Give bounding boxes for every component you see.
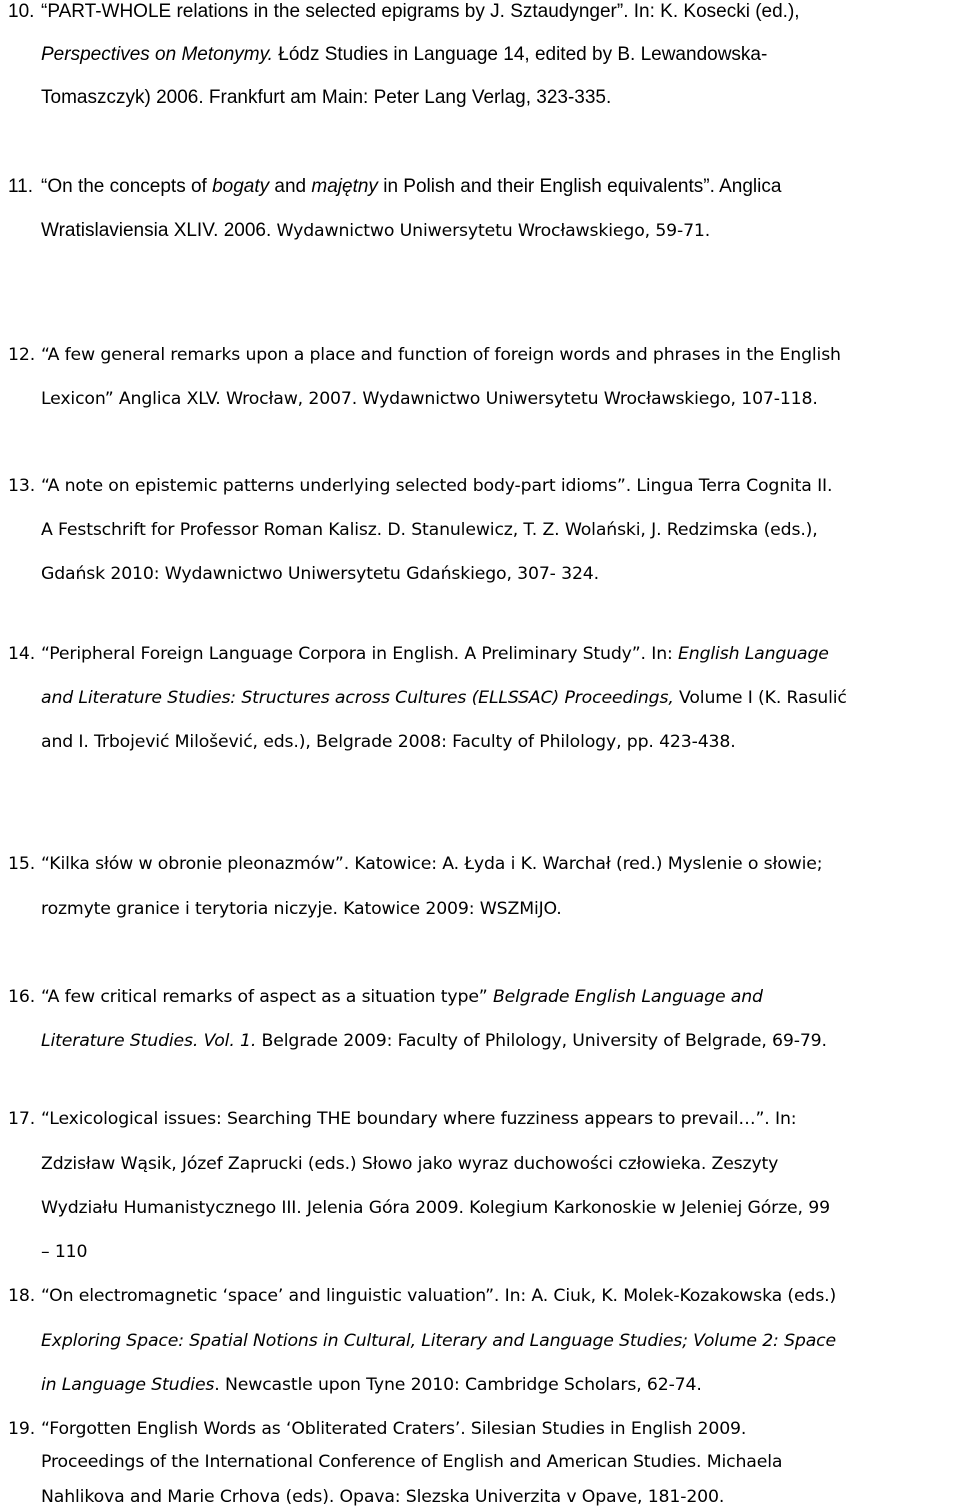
reference-line: Wratislaviensia XLIV. 2006. Wydawnictwo Uniwersytetu Wrocławskiego, 59-71. xyxy=(41,220,711,241)
reference-number: 17. xyxy=(8,1109,36,1129)
reference-line: “On electromagnetic ‘space’ and linguistic valuation”. In: A. Ciuk, K. Molek-Kozakowska (eds.) xyxy=(41,1286,837,1306)
reference-line: Zdzisław Wąsik, Józef Zaprucki (eds.) Słowo jako wyraz duchowości człowieka. Zeszyty xyxy=(41,1154,779,1174)
reference-number: 11. xyxy=(8,176,34,197)
reference-line: Tomaszczyk) 2006. Frankfurt am Main: Peter Lang Verlag, 323-335. xyxy=(41,87,612,108)
reference-line: “On the concepts of bogaty and majętny in Polish and their English equivalents”. Anglica xyxy=(41,176,782,197)
reference-line: Literature Studies. Vol. 1. Belgrade 2009: Faculty of Philology, University of Belgrade, 69-79. xyxy=(41,1031,827,1051)
reference-line: in Language Studies. Newcastle upon Tyne 2010: Cambridge Scholars, 62-74. xyxy=(41,1375,702,1395)
reference-line: A Festschrift for Professor Roman Kalisz. D. Stanulewicz, T. Z. Wolański, J. Redzimska (eds.), xyxy=(41,520,818,540)
reference-line: Lexicon” Anglica XLV. Wrocław, 2007. Wydawnictwo Uniwersytetu Wrocławskiego, 107-118. xyxy=(41,389,818,409)
reference-line: “Kilka słów w obronie pleonazmów”. Katowice: A. Łyda i K. Warchał (red.) Myslenie o słowie; xyxy=(41,854,823,874)
reference-line: – 110 xyxy=(41,1242,88,1262)
reference-line: “A note on epistemic patterns underlying selected body-part idioms”. Lingua Terra Cognita II. xyxy=(41,476,833,496)
reference-line: “A few critical remarks of aspect as a situation type” Belgrade English Language and xyxy=(41,987,763,1007)
reference-number: 19. xyxy=(8,1419,36,1439)
reference-number: 16. xyxy=(8,987,36,1007)
reference-line: “Peripheral Foreign Language Corpora in English. A Preliminary Study”. In: English Language xyxy=(41,644,829,664)
reference-number: 13. xyxy=(8,476,36,496)
reference-line: and Literature Studies: Structures across Cultures (ELLSSAC) Proceedings, Volume I (K. Rasulić xyxy=(41,688,847,708)
reference-number: 15. xyxy=(8,854,36,874)
reference-line: and I. Trbojević Milošević, eds.), Belgrade 2008: Faculty of Philology, pp. 423-438. xyxy=(41,732,736,752)
reference-line: Gdańsk 2010: Wydawnictwo Uniwersytetu Gdańskiego, 307- 324. xyxy=(41,564,599,584)
reference-line: “A few general remarks upon a place and function of foreign words and phrases in the English xyxy=(41,345,841,365)
reference-line: rozmyte granice i terytoria niczyje. Katowice 2009: WSZMiJO. xyxy=(41,899,562,919)
reference-line: Proceedings of the International Conference of English and American Studies. Michaela xyxy=(41,1452,783,1472)
reference-line: “Lexicological issues: Searching THE boundary where fuzziness appears to prevail…”. In: xyxy=(41,1109,797,1129)
reference-number: 14. xyxy=(8,644,36,664)
reference-number: 10. xyxy=(8,1,35,22)
reference-line: “PART-WHOLE relations in the selected epigrams by J. Sztaudynger”. In: K. Kosecki (ed.), xyxy=(41,1,800,22)
reference-line: “Forgotten English Words as ‘Obliterated Craters’. Silesian Studies in English 2009. xyxy=(41,1419,747,1439)
reference-line: Nahlikova and Marie Crhova (eds). Opava: Slezska Univerzita v Opave, 181-200. xyxy=(41,1487,725,1507)
reference-line: Wydziału Humanistycznego III. Jelenia Góra 2009. Kolegium Karkonoskie w Jeleniej Górze, 99 xyxy=(41,1198,830,1218)
reference-number: 12. xyxy=(8,345,36,365)
reference-line: Exploring Space: Spatial Notions in Cultural, Literary and Language Studies; Volume 2: Space xyxy=(41,1331,836,1351)
reference-line: Perspectives on Metonymy. Łódz Studies in Language 14, edited by B. Lewandowska- xyxy=(41,44,768,65)
reference-number: 18. xyxy=(8,1286,36,1306)
